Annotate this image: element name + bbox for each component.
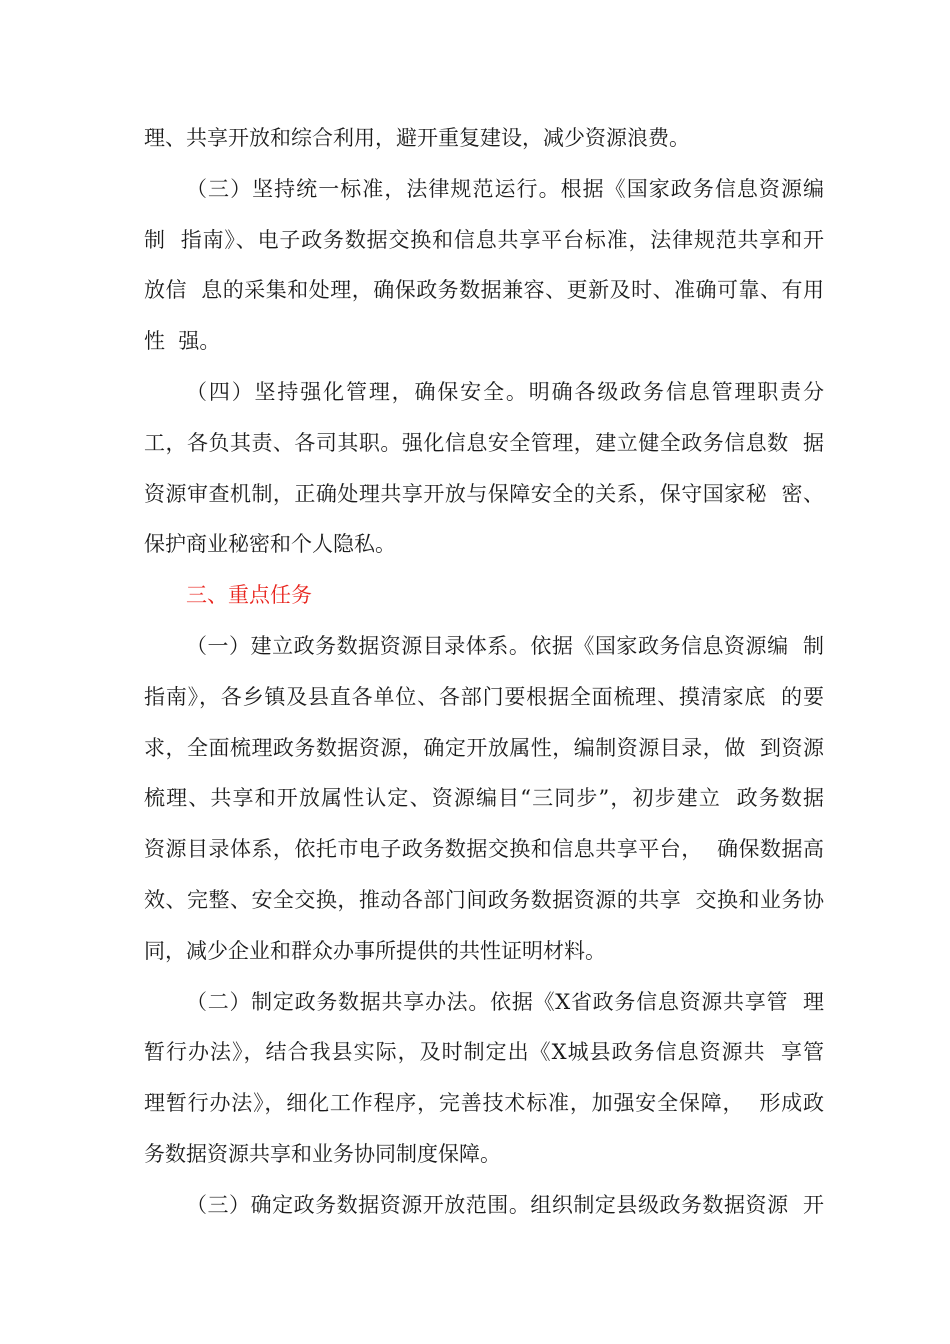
paragraph-line: 资源目录体系，依托市电子政务数据交换和信息共享平台， 确保数据高 — [144, 837, 824, 862]
paragraph-line: 性 强。 — [144, 329, 221, 354]
paragraph-line: 梳理、共享和开放属性认定、资源编目“三同步”，初步建立 政务数据 — [144, 786, 824, 811]
paragraph-line: （三）确定政务数据资源开放范围。组织制定县级政务数据资源 开 — [186, 1192, 824, 1217]
paragraph-line: （二）制定政务数据共享办法。依据《X省政务信息资源共享管 理 — [186, 989, 824, 1014]
paragraph-line: 资源审查机制，正确处理共享开放与保障安全的关系，保守国家秘 密、 — [144, 481, 824, 506]
paragraph-line: （三）坚持统一标准，法律规范运行。根据《国家政务信息资源编 — [186, 176, 824, 201]
paragraph-line: 制 指南》、电子政务数据交换和信息共享平台标准，法律规范共享和开 — [144, 227, 824, 252]
paragraph-line: （一）建立政务数据资源目录体系。依据《国家政务信息资源编 制 — [186, 634, 824, 658]
paragraph-line: （四）坚持强化管理，确保安全。明确各级政务信息管理职责分 — [186, 380, 824, 404]
paragraph-line: 务数据资源共享和业务协同制度保障。 — [144, 1142, 501, 1166]
paragraph-line: 放信 息的采集和处理，确保政务数据兼容、更新及时、准确可靠、有用 — [144, 278, 824, 303]
paragraph-line: 同，减少企业和群众办事所提供的共性证明材料。 — [144, 938, 606, 963]
paragraph-line: 理、共享开放和综合利用，避开重复建设，减少资源浪费。 — [144, 126, 690, 150]
paragraph-line: 工，各负其责、各司其职。强化信息安全管理，建立健全政务信息数 据 — [144, 430, 824, 455]
paragraph-line: 暂行办法》，结合我县实际，及时制定出《X城县政务信息资源共 享管 — [144, 1040, 824, 1065]
section-heading: 三、重点任务 — [186, 583, 312, 608]
paragraph-line: 保护商业秘密和个人隐私。 — [144, 532, 396, 557]
paragraph-line: 理暂行办法》，细化工作程序，完善技术标准，加强安全保障， 形成政 — [144, 1091, 824, 1116]
paragraph-line: 求，全面梳理政务数据资源，确定开放属性，编制资源目录，做 到资源 — [144, 735, 824, 760]
paragraph-line: 效、完整、安全交换，推动各部门间政务数据资源的共享 交换和业务协 — [144, 888, 824, 912]
paragraph-line: 指南》，各乡镇及县直各单位、各部门要根据全面梳理、摸清家底 的要 — [144, 684, 824, 709]
